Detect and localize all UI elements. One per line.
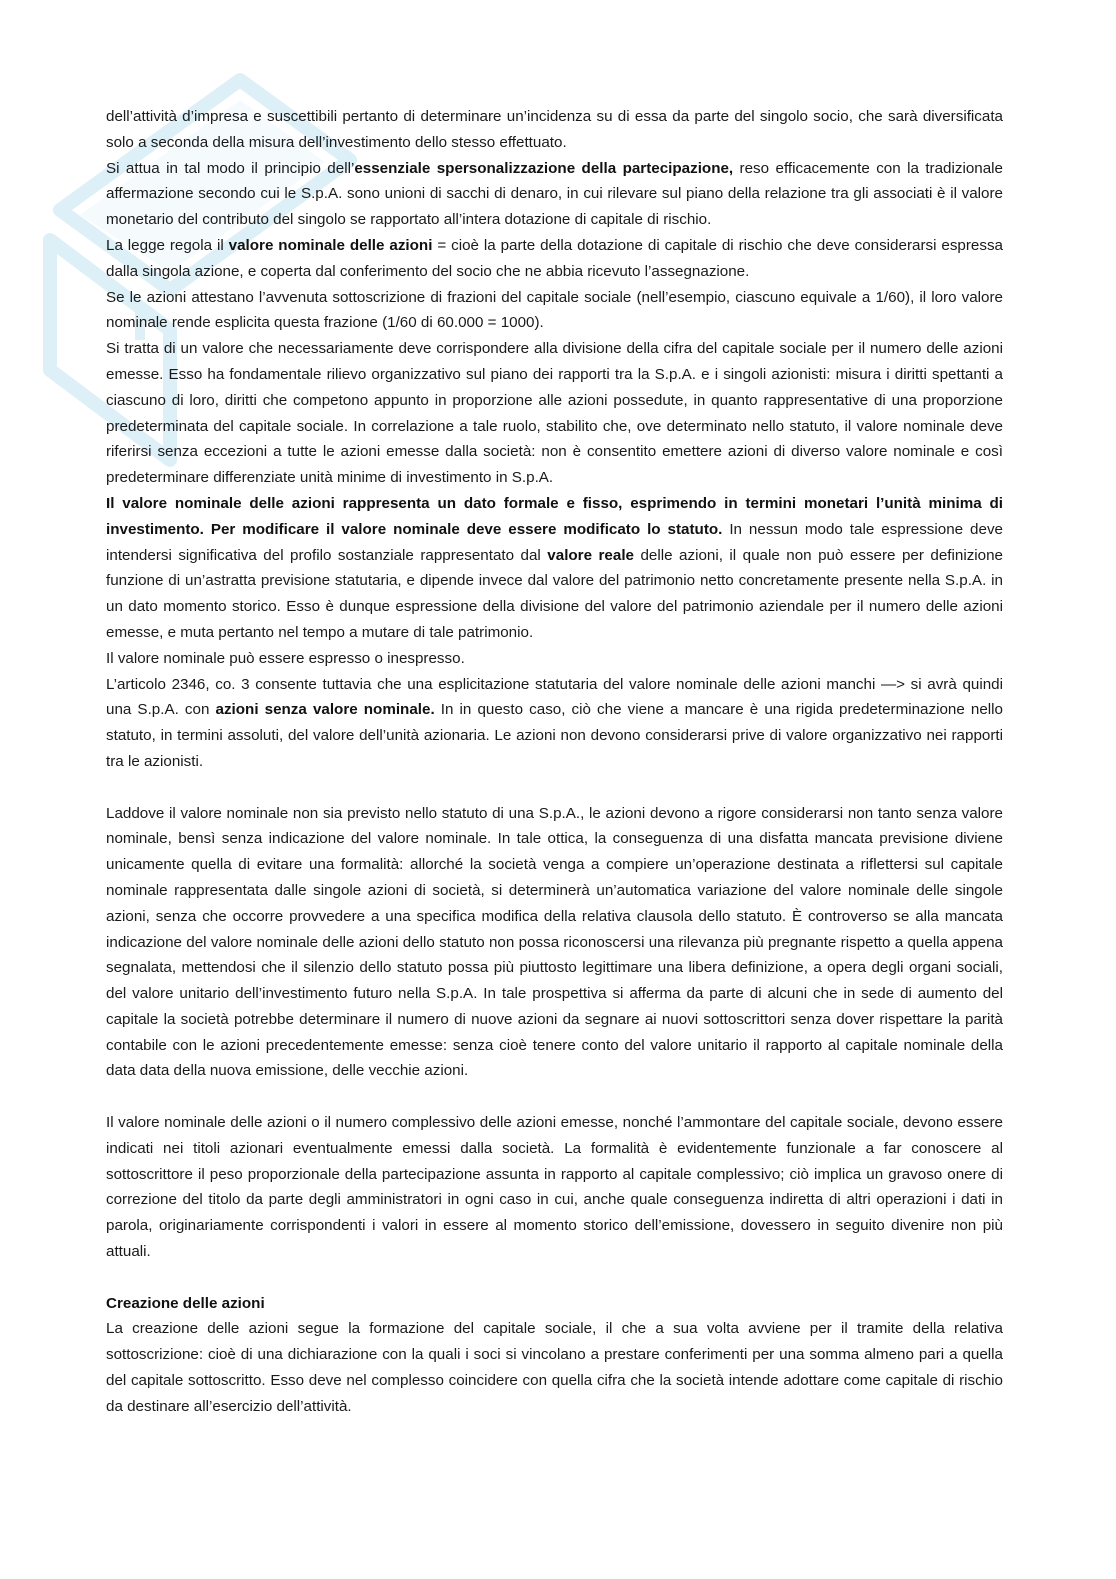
bold-text: essenziale spersonalizzazione della partecipazione, bbox=[354, 159, 734, 177]
bold-text: azioni senza valore nominale. bbox=[215, 701, 435, 719]
paragraph bbox=[106, 1316, 1003, 1419]
paragraph-spacer bbox=[106, 1084, 1003, 1110]
paragraph bbox=[106, 233, 1003, 285]
paragraph bbox=[106, 104, 1003, 156]
paragraph bbox=[106, 646, 1003, 672]
text-run: reso efficacemente con la tradizionale affermazione secondo cui le S.p.A. sono unioni di sacchi di denaro, in cui rilevare sul piano della relazione tra gli associati è il valore monetario del contributo del singolo se rapportato all’intera dotazione di capitale di rischio. bbox=[106, 159, 1003, 229]
text-run: In in questo caso, ciò che viene a mancare è una rigida predeterminazione nello statuto, in termini assoluti, del valore dell’unità azionaria. Le azioni non devono considerarsi prive di valore organizzativo nei rapporti tra le azionisti. bbox=[106, 701, 1003, 770]
paragraph bbox=[106, 336, 1003, 491]
document-body bbox=[106, 104, 1003, 1420]
text-run: Si tratta di un valore che necessariamente deve corrispondere alla divisione della cifra del capitale sociale per il numero delle azioni emesse. Esso ha fondamentale rilievo organizzativo sul piano dei rapporti tra la S.p.A. e i singoli azionisti: misura i diritti spettanti a ciascuno di loro, diritti che competono appunto in proporzione alle azioni possedute, in quanto rappresentative di una proporzione predeterminata del capitale sociale. In correlazione a tale ruolo, stabilito che, ove determinato nello statuto, il valore nominale deve riferirsi senza eccezioni a tutte le azioni emesse dalla società: non è consentito emettere azioni di diverso valore nominale e così predeterminare differenziate unità minime di investimento in S.p.A. bbox=[106, 340, 1003, 487]
paragraph bbox=[106, 156, 1003, 233]
text-run: Se le azioni attestano l’avvenuta sottoscrizione di frazioni del capitale sociale (nell’esempio, ciascuno equivale a 1/60), il loro valore nominale rende esplicita questa frazione (1/60 di 60.000 = 1000). bbox=[106, 288, 1003, 332]
bold-text: Creazione delle azioni bbox=[106, 1294, 265, 1312]
paragraph-spacer bbox=[106, 1265, 1003, 1291]
text-run: Si attua in tal modo il principio dell’ bbox=[106, 159, 355, 177]
text-run: Laddove il valore nominale non sia previsto nello statuto di una S.p.A., le azioni devono a rigore considerarsi non tanto senza valore nominale, bensì senza indicazione del valore nominale. In tale ottica, la conseguenza di una disfatta mancata previsione diviene unicamente quella di evitare una formalità: allorché la società venga a compiere un’operazione destinata a riflettersi sul capitale nominale rappresentata dalle singole azioni di società, si determinerà un’automatica variazione del valore nominale delle singole azioni, senza che occorre provvedere a una specifica modifica della relativa clausola dello statuto. È controverso se alla mancata indicazione del valore nominale delle azioni dello statuto non possa riconoscersi una rilevanza più pregnante rispetto a quella appena segnalata, mettendosi che il silenzio dello statuto possa più piuttosto legittimare una libera definizione, a opera degli organi sociali, del valore unitario dell’investimento futuro nella S.p.A. In tale prospettiva si afferma da parte di alcuni che in sede di aumento del capitale la società potrebbe determinare il numero di nuove azioni da segnare ai nuovi sottoscrittori senza dover rispettare la parità contabile con le azioni precedentemente emesse: senza cioè tenere conto del valore unitario il rapporto al capitale nominale della data data della nuova emissione, delle vecchie azioni. bbox=[106, 804, 1003, 1080]
text-run: Il valore nominale può essere espresso o inespresso. bbox=[106, 649, 465, 667]
text-run: La creazione delle azioni segue la formazione del capitale sociale, il che a sua volta avviene per il tramite della relativa sottoscrizione: cioè di una dichiarazione con la quali i soci si vincolano a prestare conferimenti per una somma almeno pari a quella del capitale sottoscritto. Esso deve nel complesso coincidere con quella cifra che la società intende adottare come capitale di rischio da destinare all’esercizio dell’attività. bbox=[106, 1320, 1003, 1415]
bold-text: valore nominale delle azioni bbox=[228, 236, 433, 254]
text-run: Il valore nominale delle azioni o il numero complessivo delle azioni emesse, nonché l’ammontare del capitale sociale, devono essere indicati nei titoli azionari eventualmente emessi dalla società. La formalità è evidentemente funzionale a far conoscere al sottoscrittore il peso proporzionale della partecipazione assunta in rapporto al capitale complessivo; ciò implica un gravoso onere di correzione del titolo da parte degli amministratori in ogni caso in cui, anche quale conseguenza indiretta di altri operazioni i dati in parola, originariamente corrispondenti i valori in essere al momento storico dell’emissione, dovessero in seguito divenire non più attuali. bbox=[106, 1114, 1003, 1261]
paragraph-spacer bbox=[106, 775, 1003, 801]
bold-text: valore reale bbox=[547, 546, 634, 564]
text-run: In nessun modo tale espressione deve intendersi significativa del profilo sostanziale rappresentato dal bbox=[106, 520, 1003, 564]
paragraph bbox=[106, 1110, 1003, 1265]
bold-text: Il valore nominale delle azioni rappresenta un dato formale e fisso, esprimendo in termini monetari l’unità minima di investimento. Per modificare il valore nominale deve essere modificato lo statuto. bbox=[106, 494, 1003, 538]
paragraph bbox=[106, 672, 1003, 775]
text-run: L’articolo 2346, co. 3 consente tuttavia che una esplicitazione statutaria del valore nominale delle azioni manchi —> si avrà quindi una S.p.A. con bbox=[106, 675, 1003, 719]
paragraph bbox=[106, 285, 1003, 337]
paragraph bbox=[106, 491, 1003, 646]
text-run: = cioè la parte della dotazione di capitale di rischio che deve considerarsi espressa dalla singola azione, e coperta dal conferimento del socio che ne abbia ricevuto l’assegnazione. bbox=[106, 236, 1004, 280]
text-run: dell’attività d’impresa e suscettibili pertanto di determinare un’incidenza su di essa da parte del singolo socio, che sarà diversificata solo a seconda della misura dell’investimento dello stesso effettuato. bbox=[106, 108, 1003, 151]
text-run: La legge regola il bbox=[106, 236, 229, 254]
paragraph bbox=[106, 1291, 1003, 1317]
text-run: delle azioni, il quale non può essere per definizione funzione di un’astratta previsione statutaria, e dipende invece dal valore del patrimonio netto concretamente presente nella S.p.A. in un dato momento storico. Esso è dunque espressione della divisione del valore del patrimonio aziendale per il numero delle azioni emesse, e muta pertanto nel tempo a mutare di tale patrimonio. bbox=[106, 546, 1004, 641]
paragraph bbox=[106, 801, 1003, 1085]
